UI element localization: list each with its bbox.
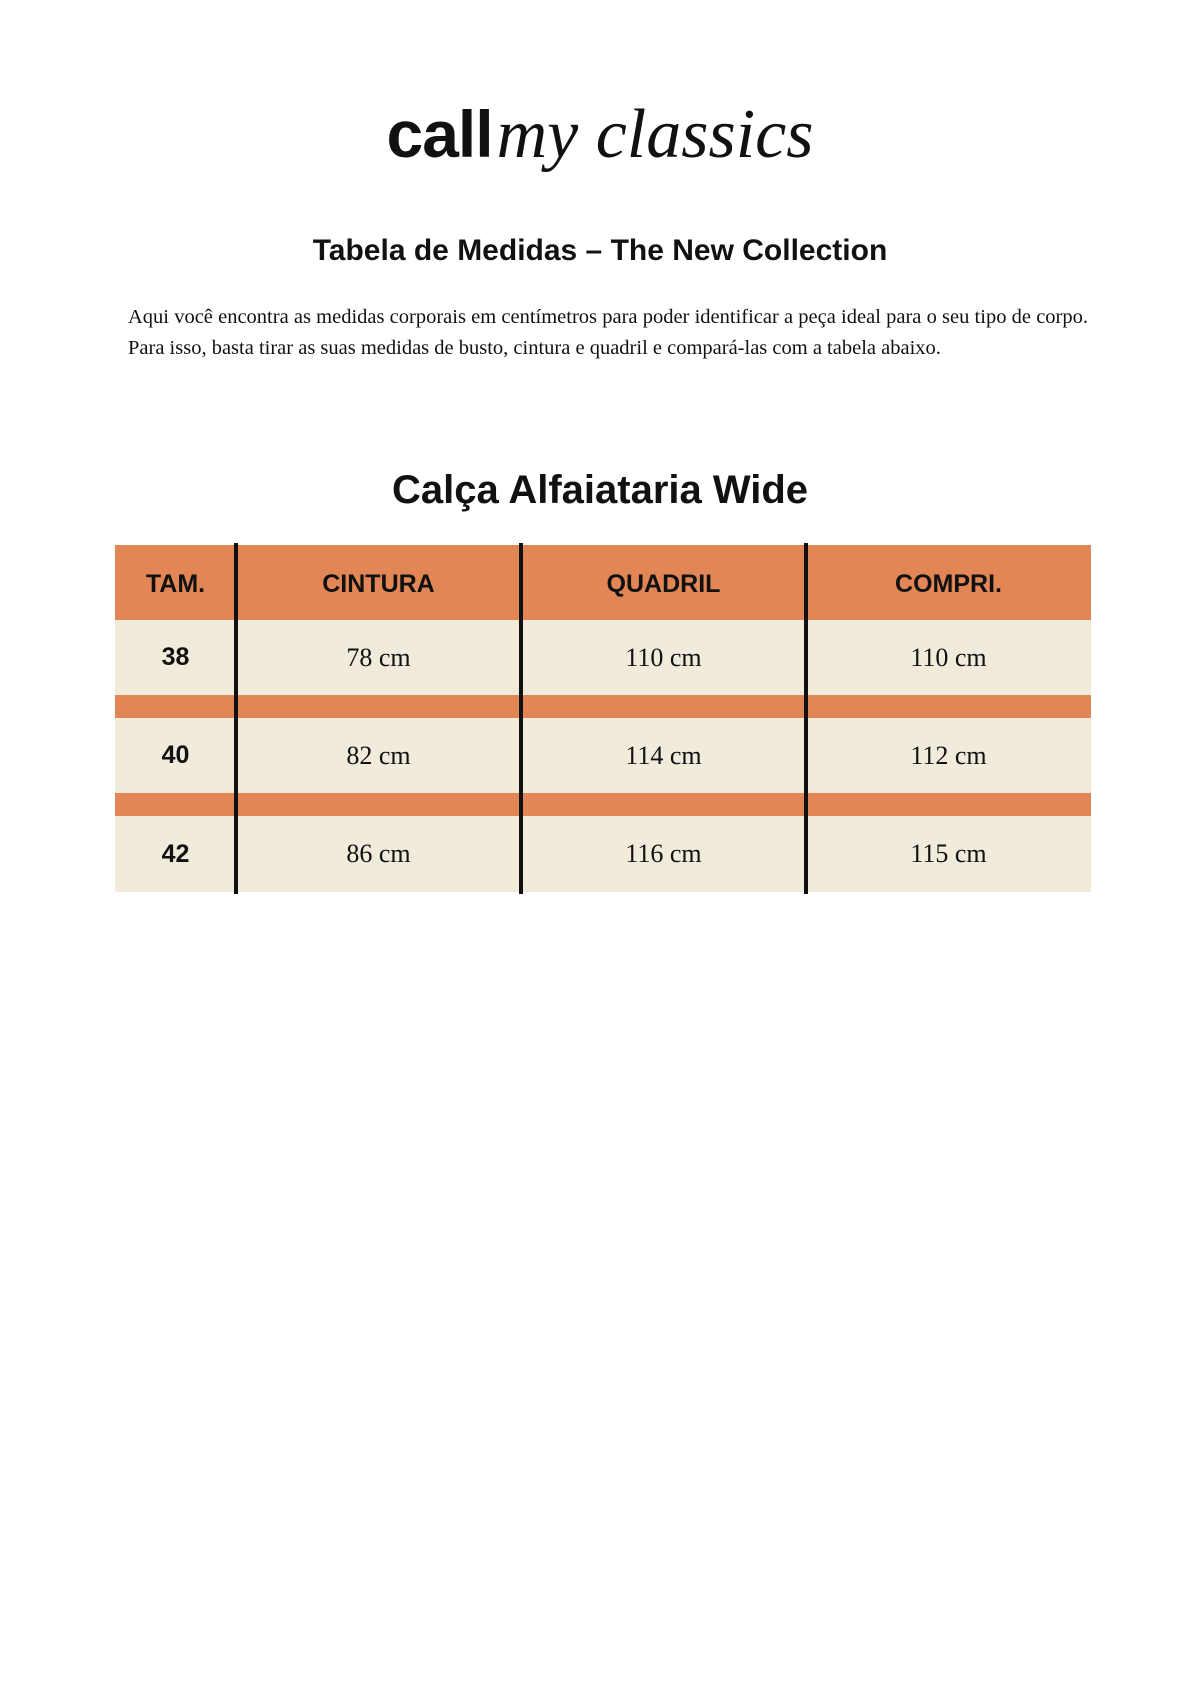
length-cell: 110 cm xyxy=(910,642,987,672)
table-row xyxy=(115,620,1091,695)
waist-cell: 78 cm xyxy=(346,642,411,672)
hip-cell: 116 cm xyxy=(625,839,702,868)
size-cell: 40 xyxy=(161,741,190,769)
row-separator xyxy=(115,793,1091,816)
waist-cell: 82 cm xyxy=(346,740,411,770)
logo-bold-text: call xyxy=(386,97,493,171)
logo-italic-text: my classics xyxy=(496,96,814,173)
header-length: COMPRI. xyxy=(895,570,1002,598)
table-row xyxy=(115,816,1091,892)
waist-cell: 86 cm xyxy=(346,839,411,868)
column-divider xyxy=(234,543,238,894)
column-divider xyxy=(804,543,808,894)
row-separator xyxy=(115,695,1091,718)
table-row xyxy=(115,718,1091,793)
hip-cell: 110 cm xyxy=(625,642,702,672)
product-title: Calça Alfaiataria Wide xyxy=(391,468,809,512)
hip-cell: 114 cm xyxy=(625,740,702,770)
size-cell: 42 xyxy=(161,839,190,868)
header-hip: QUADRIL xyxy=(606,570,721,598)
document-title: Tabela de Medidas – The New Collection xyxy=(312,234,888,267)
column-divider xyxy=(519,543,523,894)
intro-paragraph: Aqui você encontra as medidas corporais em centímetros para poder identificar a peça ideal para o seu tipo de corpo. Para isso, basta tirar as suas medidas de busto, cintura e quadril e compará-las com a tabela abaixo. xyxy=(128,306,1088,359)
header-size: TAM. xyxy=(145,570,206,598)
table-header-row xyxy=(115,545,1091,620)
size-cell: 38 xyxy=(161,643,190,671)
length-cell: 112 cm xyxy=(910,740,987,770)
brand-logo xyxy=(0,96,1200,173)
header-waist: CINTURA xyxy=(322,570,435,598)
size-table xyxy=(115,545,1091,892)
length-cell: 115 cm xyxy=(910,839,987,868)
